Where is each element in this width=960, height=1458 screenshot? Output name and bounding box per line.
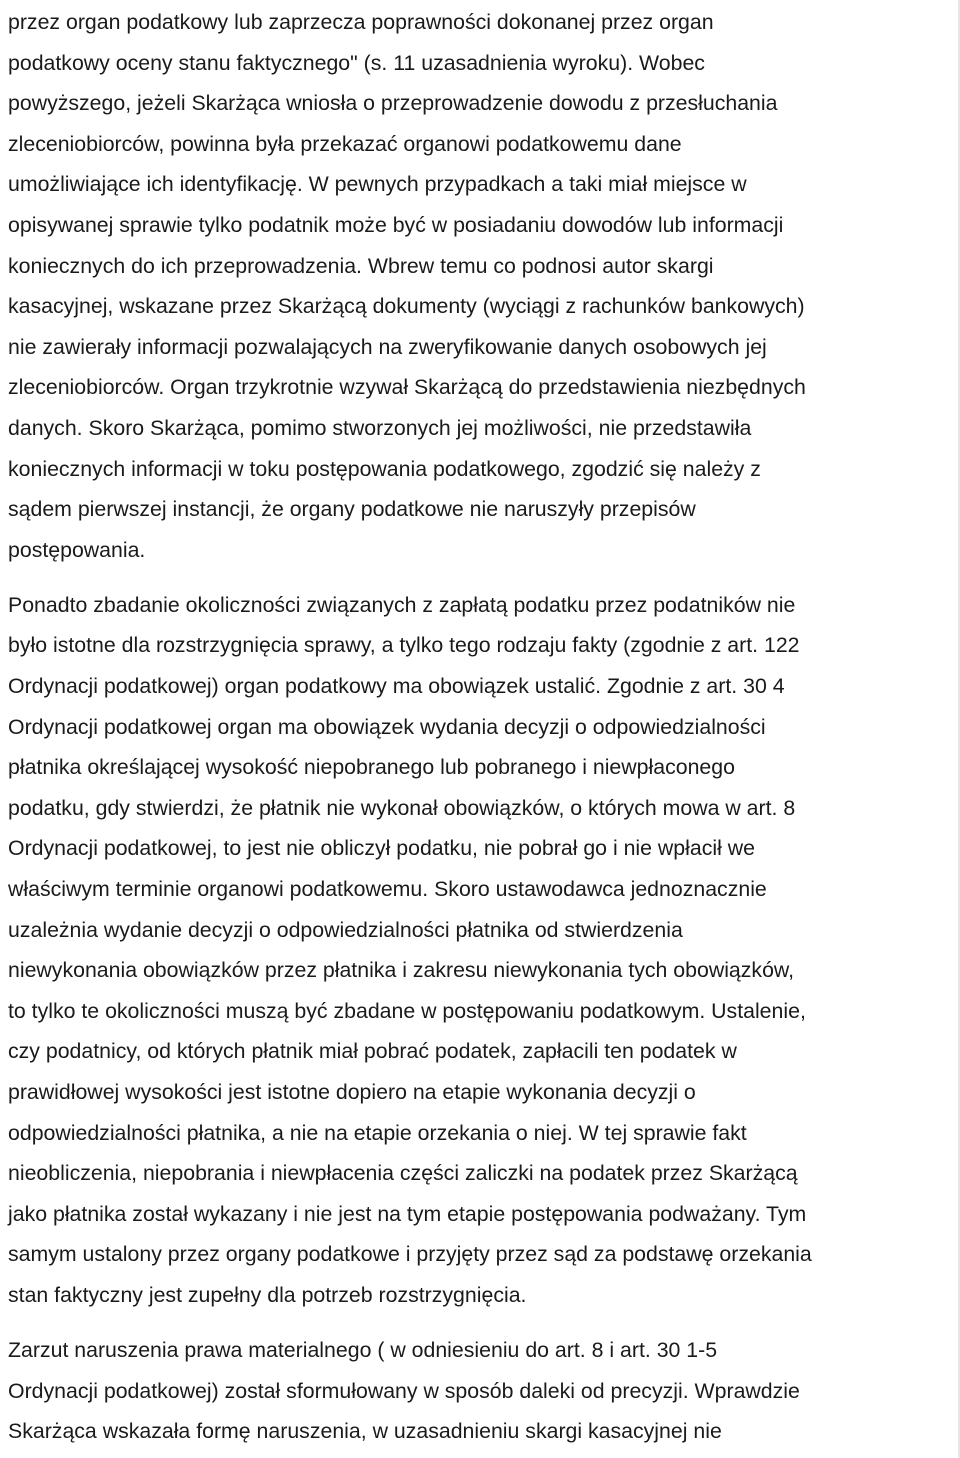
text-line: zleceniobiorców. Organ trzykrotnie wzywał Skarżącą do przedstawienia niezbędnych [8, 375, 806, 400]
text-line: odpowiedzialności płatnika, a nie na etapie orzekania o niej. W tej sprawie fakt [8, 1120, 747, 1145]
text-line: kasacyjnej, wskazane przez Skarżącą dokumenty (wyciągi z rachunków bankowych) [8, 294, 805, 319]
text-line: czy podatnicy, od których płatnik miał pobrać podatek, zapłacili ten podatek w [8, 1039, 737, 1064]
text-line: było istotne dla rozstrzygnięcia sprawy, a tylko tego rodzaju fakty (zgodnie z art. 122 [8, 633, 800, 658]
text-line: koniecznych informacji w toku postępowania podatkowego, zgodzić się należy z [8, 456, 761, 481]
text-line: umożliwiające ich identyfikację. W pewnych przypadkach a taki miał miejsce w [8, 172, 747, 197]
text-line: Ponadto zbadanie okoliczności związanych z zapłatą podatku przez podatników nie [8, 592, 796, 617]
paragraph-2 [8, 585, 960, 1316]
text-line: jako płatnika został wykazany i nie jest na tym etapie postępowania podważany. Tym [8, 1201, 807, 1226]
text-line: to tylko te okoliczności muszą być zbadane w postępowaniu podatkowym. Ustalenie, [8, 998, 806, 1023]
text-line: płatnika określającej wysokość niepobranego lub pobranego i niewpłaconego [8, 755, 735, 780]
text-line: stan faktyczny jest zupełny dla potrzeb rozstrzygnięcia. [8, 1282, 527, 1307]
text-line: powyższego, jeżeli Skarżąca wniosła o przeprowadzenie dowodu z przesłuchania [8, 91, 778, 116]
text-line: przez organ podatkowy lub zaprzecza poprawności dokonanej przez organ [8, 10, 714, 34]
text-line: danych. Skoro Skarżąca, pomimo stworzonych jej możliwości, nie przedstawiła [8, 415, 752, 440]
text-line: właściwym terminie organowi podatkowemu. Skoro ustawodawca jednoznacznie [8, 876, 767, 901]
text-line: nie zawierały informacji pozwalających na zweryfikowanie danych osobowych jej [8, 334, 767, 359]
text-line: podatku, gdy stwierdzi, że płatnik nie wykonał obowiązków, o których mowa w art. 8 [8, 795, 796, 820]
text-line: sądem pierwszej instancji, że organy podatkowe nie naruszyły przepisów [8, 497, 696, 522]
text-line: niewykonania obowiązków przez płatnika i zakresu niewykonania tych obowiązków, [8, 958, 795, 983]
text-line: podatkowy oceny stanu faktycznego" (s. 11 uzasadnienia wyroku). Wobec [8, 50, 705, 75]
text-line: Ordynacji podatkowej) został sformułowany w sposób daleki od precyzji. Wprawdzie [8, 1378, 800, 1403]
text-line: opisywanej sprawie tylko podatnik może być w posiadaniu dowodów lub informacji [8, 212, 784, 237]
text-line: Skarżąca wskazała formę naruszenia, w uzasadnieniu skargi kasacyjnej nie [8, 1419, 722, 1444]
text-line: prawidłowej wysokości jest istotne dopiero na etapie wykonania decyzji o [8, 1079, 696, 1104]
text-line: Ordynacji podatkowej organ ma obowiązek wydania decyzji o odpowiedzialności [8, 714, 766, 739]
text-line: nieobliczenia, niepobrania i niewpłacenia części zaliczki na podatek przez Skarżącą [8, 1161, 798, 1186]
paragraph-3 [8, 1330, 960, 1452]
text-line: postępowania. [8, 537, 146, 562]
text-line: uzależnia wydanie decyzji o odpowiedzialności płatnika od stwierdzenia [8, 917, 683, 942]
document-body [8, 2, 960, 1452]
text-line: zleceniobiorców, powinna była przekazać organowi podatkowemu dane [8, 131, 682, 156]
text-line: Ordynacji podatkowej, to jest nie obliczył podatku, nie pobrał go i nie wpłacił we [8, 836, 755, 861]
paragraph-1 [8, 2, 960, 570]
text-line: samym ustalony przez organy podatkowe i przyjęty przez sąd za podstawę orzekania [8, 1242, 812, 1267]
text-line: Ordynacji podatkowej) organ podatkowy ma obowiązek ustalić. Zgodnie z art. 30 4 [8, 674, 785, 698]
text-line: koniecznych do ich przeprowadzenia. Wbrew temu co podnosi autor skargi [8, 253, 714, 278]
text-line: Zarzut naruszenia prawa materialnego ( w odniesieniu do art. 8 i art. 30 1-5 [8, 1338, 718, 1362]
